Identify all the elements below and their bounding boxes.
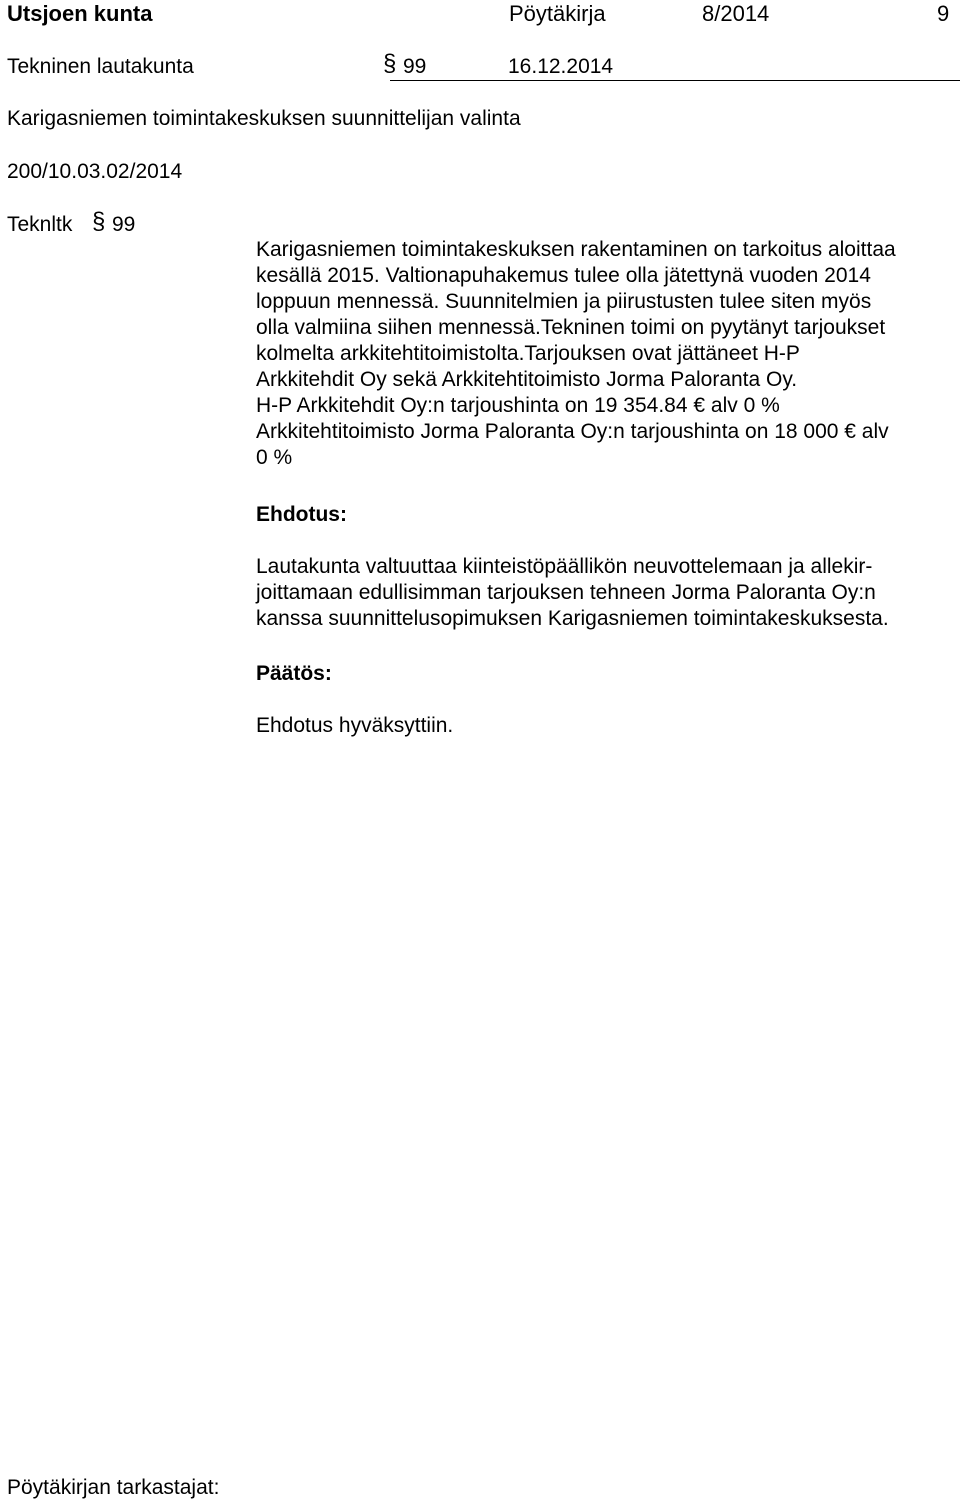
section-number: 99 <box>403 55 427 78</box>
proposal-heading <box>256 502 960 528</box>
decision-heading-text: Päätös: <box>256 662 332 685</box>
section-symbol-icon: § <box>383 50 397 77</box>
meeting-date: 16.12.2014 <box>508 55 614 78</box>
proposal-text <box>256 554 960 632</box>
proposal-line: joittamaan edullisimman tarjouksen tehneen Jorma Paloranta Oy:n <box>256 581 876 604</box>
organization-name: Utsjoen kunta <box>7 1 153 26</box>
description-line: kolmelta arkkitehtitoimistolta.Tarjouksen ovat jättäneet H-P <box>256 342 800 365</box>
proposal-line: kanssa suunnittelusopimuksen Karigasniemen toimintakeskuksesta. <box>256 607 889 630</box>
proposal-heading-text: Ehdotus: <box>256 503 347 526</box>
decision-heading <box>256 661 960 687</box>
paragraph-number: 99 <box>112 213 136 236</box>
paragraph-label: Teknltk <box>7 213 73 236</box>
document-type: Pöytäkirja <box>509 1 606 26</box>
description-line: Arkkitehtitoimisto Jorma Paloranta Oy:n tarjoushinta on 18 000 € alv <box>256 420 889 443</box>
description-line: kesällä 2015. Valtionapuhakemus tulee olla jätettynä vuoden 2014 <box>256 264 871 287</box>
document-number: 8/2014 <box>702 1 770 26</box>
proposal-line: Lautakunta valtuuttaa kiinteistöpäällikön neuvottelemaan ja allekir- <box>256 555 873 578</box>
description-line: H-P Arkkitehdit Oy:n tarjoushinta on 19 354.84 € alv 0 % <box>256 394 780 417</box>
decision-line: Ehdotus hyväksyttiin. <box>256 714 454 737</box>
description-line: olla valmiina siihen mennessä.Tekninen toimi on pyytänyt tarjoukset <box>256 316 886 339</box>
decision-text <box>256 713 960 739</box>
item-title: Karigasniemen toimintakeskuksen suunnittelijan valinta <box>7 107 521 130</box>
header-divider <box>390 80 960 81</box>
description-line: Arkkitehdit Oy sekä Arkkitehtitoimisto Jorma Paloranta Oy. <box>256 368 798 391</box>
paragraph-section-symbol-icon: § <box>92 208 106 235</box>
item-reference: 200/10.03.02/2014 <box>7 160 183 183</box>
description-line: Karigasniemen toimintakeskuksen rakentaminen on tarkoitus aloittaa <box>256 238 896 261</box>
page-number: 9 <box>937 1 950 26</box>
description-line: loppuun mennessä. Suunnitelmien ja piirustusten tulee siten myös <box>256 290 872 313</box>
minutes-reviewers-label: Pöytäkirjan tarkastajat: <box>7 1476 220 1499</box>
description-line: 0 % <box>256 446 293 469</box>
item-description <box>256 237 960 471</box>
committee-name: Tekninen lautakunta <box>7 55 194 78</box>
